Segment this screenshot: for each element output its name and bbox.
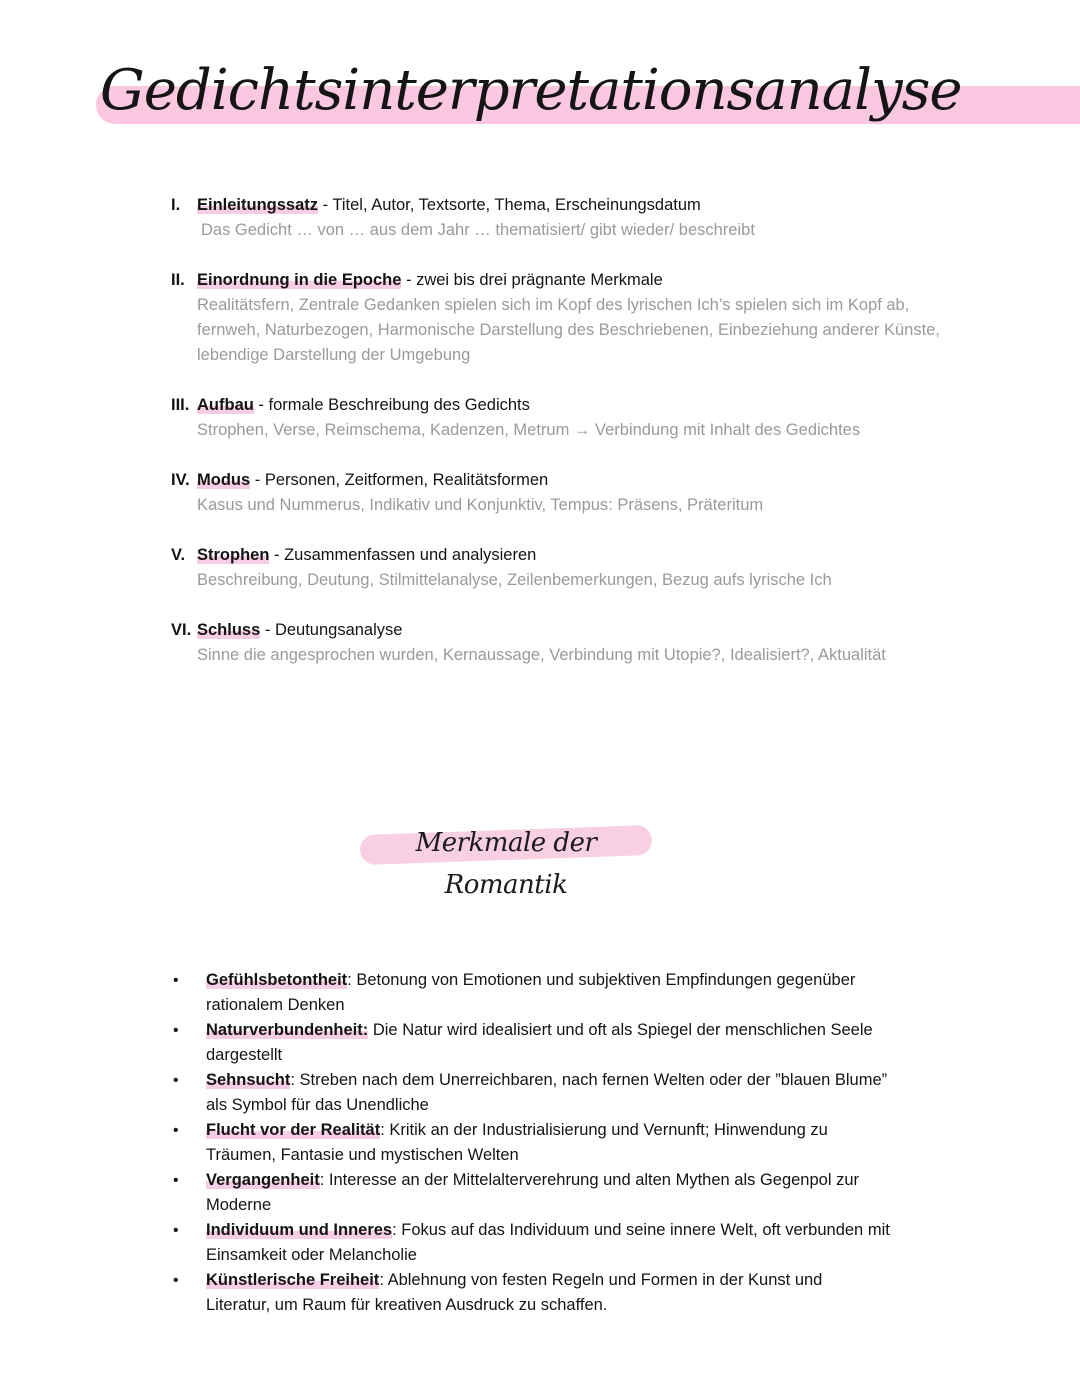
step-number: I.: [171, 196, 181, 214]
step-item: [171, 468, 961, 518]
bullet-icon: •: [173, 1172, 179, 1189]
feature-item: [171, 968, 891, 1018]
step-detail: Das Gedicht … von … aus dem Jahr … thematisiert/ gibt wieder/ beschreibt: [201, 221, 755, 239]
step-heading: [197, 468, 961, 493]
step-number: VI.: [171, 621, 192, 639]
step-number: IV.: [171, 471, 190, 489]
step-item: [171, 543, 961, 593]
step-item: [171, 268, 961, 368]
feature-term: Künstlerische Freiheit: [206, 1271, 380, 1289]
step-term: Schluss: [197, 621, 261, 639]
step-item: [171, 193, 961, 243]
feature-item: [171, 1218, 891, 1268]
bullet-icon: •: [173, 1272, 179, 1289]
feature-description: Die Natur wird idealisiert und oft als Spiegel der menschlichen Seele dargestellt: [206, 1021, 873, 1064]
analysis-steps-list: [171, 193, 961, 693]
feature-item: [171, 1268, 891, 1318]
feature-description: : Ablehnung von festen Regeln und Formen in der Kunst und Literatur, um Raum für kreativen Ausdruck zu schaffen.: [206, 1271, 823, 1314]
step-description: - Deutungsanalyse: [260, 621, 403, 639]
feature-term: Vergangenheit: [206, 1171, 320, 1189]
step-detail: Kasus und Nummerus, Indikativ und Konjunktiv, Tempus: Präsens, Präteritum: [197, 496, 764, 514]
step-description: - Zusammenfassen und analysieren: [269, 546, 537, 564]
feature-description: : Kritik an der Industrialisierung und Vernunft; Hinwendung zu Träumen, Fantasie und mystischen Welten: [206, 1121, 828, 1164]
feature-description: : Fokus auf das Individuum und seine innere Welt, oft verbunden mit Einsamkeit oder Melancholie: [206, 1221, 890, 1264]
bullet-icon: •: [173, 1222, 179, 1239]
step-detail: Realitätsfern, Zentrale Gedanken spielen sich im Kopf des lyrischen Ich’s spielen sich im Kopf ab, fernweh, Naturbezogen, Harmonische Darstellung des Beschriebenen, Einbeziehung anderer Künste, lebendige Darstellung der Umgebung: [197, 296, 940, 364]
feature-description: : Interesse an der Mittelalterverehrung und alten Mythen als Gegenpol zur Moderne: [206, 1171, 860, 1214]
step-detail: Sinne die angesprochen wurden, Kernaussage, Verbindung mit Utopie?, Idealisiert?, Aktualität: [197, 646, 886, 664]
feature-term: Gefühlsbetontheit: [206, 971, 348, 989]
step-term: Einleitungssatz: [197, 196, 319, 214]
feature-term: Sehnsucht: [206, 1071, 291, 1089]
page-title: Gedichtsinterpretationsanalyse: [100, 58, 962, 123]
step-heading: [197, 193, 961, 218]
step-description: - Personen, Zeitformen, Realitätsformen: [250, 471, 549, 489]
step-term: Aufbau: [197, 396, 254, 414]
bullet-icon: •: [173, 1072, 179, 1089]
feature-item: [171, 1018, 891, 1068]
step-term: Strophen: [197, 546, 270, 564]
step-item: [171, 618, 961, 668]
step-heading: [197, 268, 961, 293]
step-term: Modus: [197, 471, 251, 489]
bullet-icon: •: [173, 1122, 179, 1139]
step-description: - zwei bis drei prägnante Merkmale: [401, 271, 663, 289]
feature-term: Individuum und Inneres: [206, 1221, 393, 1239]
step-description: - formale Beschreibung des Gedichts: [253, 396, 530, 414]
step-number: II.: [171, 271, 185, 289]
feature-term: Naturverbundenheit:: [206, 1021, 369, 1039]
step-description: - Titel, Autor, Textsorte, Thema, Erscheinungsdatum: [318, 196, 701, 214]
romantik-features-list: [171, 968, 891, 1318]
feature-item: [171, 1118, 891, 1168]
step-heading: [197, 393, 961, 418]
step-number: V.: [171, 546, 186, 564]
step-heading: [197, 618, 961, 643]
feature-description: : Streben nach dem Unerreichbaren, nach fernen Welten oder der ”blauen Blume” als Symbol für das Unendliche: [206, 1071, 888, 1114]
section-subtitle: Merkmale der Romantik: [415, 828, 597, 900]
feature-description: : Betonung von Emotionen und subjektiven Empfindungen gegenüber rationalem Denken: [206, 971, 856, 1014]
step-item: [171, 393, 961, 443]
bullet-icon: •: [173, 1022, 179, 1039]
feature-item: [171, 1068, 891, 1118]
step-heading: [197, 543, 961, 568]
step-detail: Beschreibung, Deutung, Stilmittelanalyse, Zeilenbemerkungen, Bezug aufs lyrische Ich: [197, 571, 832, 589]
step-term: Einordnung in die Epoche: [197, 271, 402, 289]
step-detail: Strophen, Verse, Reimschema, Kadenzen, Metrum → Verbindung mit Inhalt des Gedichtes: [197, 421, 861, 439]
bullet-icon: •: [173, 972, 179, 989]
section-subtitle-block: [356, 822, 656, 900]
feature-term: Flucht vor der Realität: [206, 1121, 381, 1139]
step-number: III.: [171, 396, 190, 414]
feature-item: [171, 1168, 891, 1218]
